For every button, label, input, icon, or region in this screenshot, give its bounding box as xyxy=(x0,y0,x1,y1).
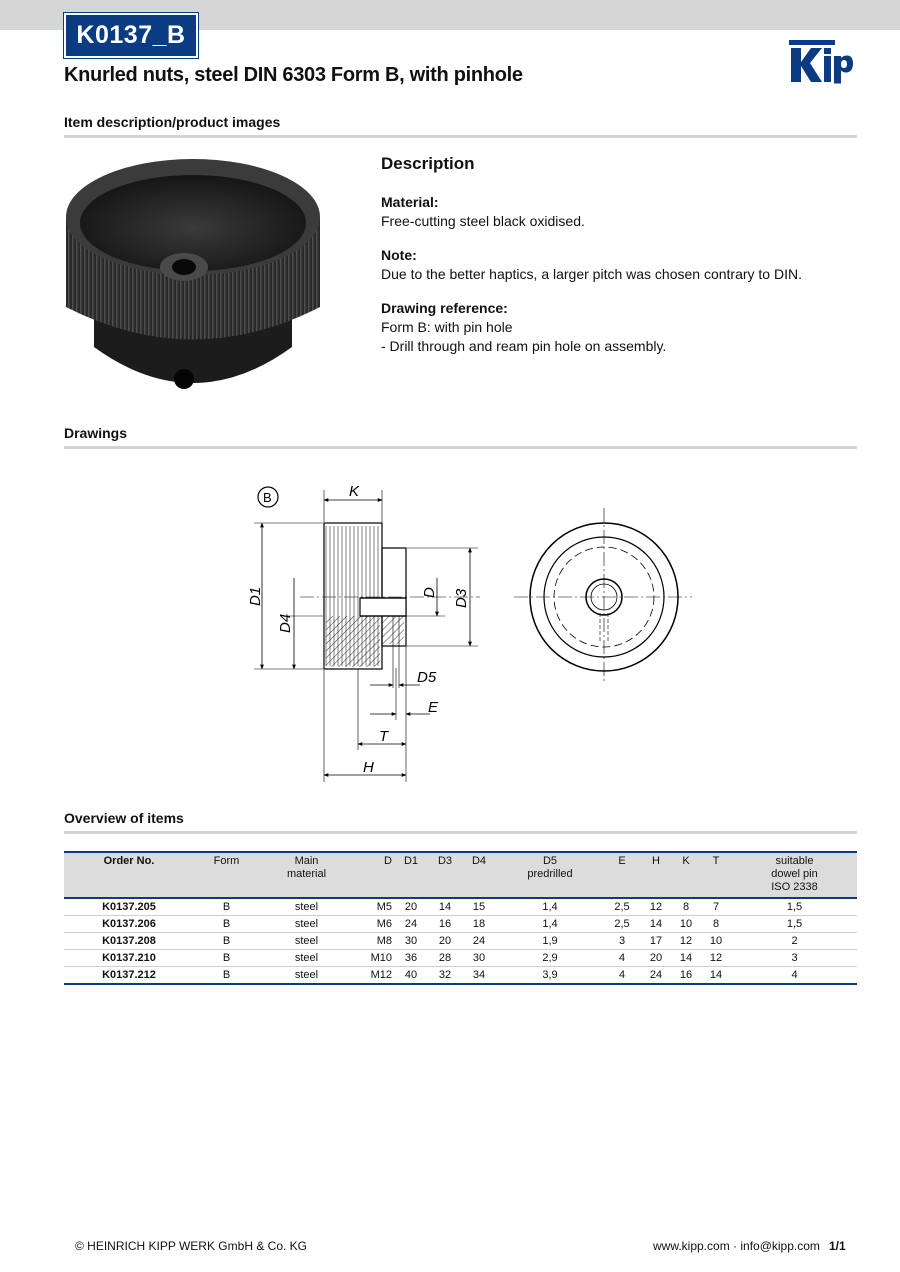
col-d3: D3 xyxy=(428,852,462,898)
cell-d4: 30 xyxy=(462,950,496,967)
cell-order-no: K0137.208 xyxy=(64,933,194,950)
col-e: E xyxy=(604,852,640,898)
table-row xyxy=(64,898,857,916)
cell-d: M10 xyxy=(354,950,394,967)
cell-h: 14 xyxy=(640,916,672,933)
cell-d4: 34 xyxy=(462,967,496,985)
pin-hole xyxy=(174,369,194,389)
cell-pin: 3 xyxy=(732,950,857,967)
cell-d4: 15 xyxy=(462,898,496,916)
label-form: B xyxy=(263,490,272,505)
cell-k: 12 xyxy=(672,933,700,950)
cell-d5: 3,9 xyxy=(496,967,604,985)
items-table xyxy=(64,851,857,985)
item-code: K0137_B xyxy=(76,21,186,49)
description-panel xyxy=(381,154,851,371)
cell-d5: 1,4 xyxy=(496,898,604,916)
footer-page-number: 1/1 xyxy=(829,1239,846,1253)
label-t: T xyxy=(379,728,389,745)
section-heading-overview: Overview of items xyxy=(64,810,184,826)
cell-d3: 32 xyxy=(428,967,462,985)
label-d3: D3 xyxy=(453,588,470,608)
col-d5: D5 predrilled xyxy=(496,852,604,898)
label-d5: D5 xyxy=(417,669,437,686)
product-image xyxy=(64,157,322,401)
cell-order-no: K0137.212 xyxy=(64,967,194,985)
cell-pin: 1,5 xyxy=(732,916,857,933)
cell-e: 4 xyxy=(604,967,640,985)
cell-e: 4 xyxy=(604,950,640,967)
cell-d1: 30 xyxy=(394,933,428,950)
cell-k: 10 xyxy=(672,916,700,933)
label-k: K xyxy=(349,483,360,500)
label-h: H xyxy=(363,759,374,776)
cell-material: steel xyxy=(259,950,354,967)
cell-d3: 20 xyxy=(428,933,462,950)
cell-h: 12 xyxy=(640,898,672,916)
cell-d5: 1,4 xyxy=(496,916,604,933)
col-form: Form xyxy=(194,852,259,898)
cell-d5: 2,9 xyxy=(496,950,604,967)
section-rule xyxy=(64,831,857,834)
table-row xyxy=(64,933,857,950)
material-text: Free-cutting steel black oxidised. xyxy=(381,213,585,229)
cell-t: 12 xyxy=(700,950,732,967)
section-rule xyxy=(64,135,857,138)
label-d: D xyxy=(421,587,438,598)
cell-t: 7 xyxy=(700,898,732,916)
cell-t: 14 xyxy=(700,967,732,985)
section-rule xyxy=(64,446,857,449)
col-t: T xyxy=(700,852,732,898)
drawing-reference-line-1: Form B: with pin hole xyxy=(381,319,513,335)
label-d4: D4 xyxy=(277,613,294,633)
cell-d1: 40 xyxy=(394,967,428,985)
cell-d3: 28 xyxy=(428,950,462,967)
cell-form: B xyxy=(194,950,259,967)
cell-order-no: K0137.206 xyxy=(64,916,194,933)
cell-h: 17 xyxy=(640,933,672,950)
cell-material: steel xyxy=(259,933,354,950)
cell-k: 8 xyxy=(672,898,700,916)
cell-e: 2,5 xyxy=(604,898,640,916)
col-d: D xyxy=(354,852,394,898)
cell-pin: 2 xyxy=(732,933,857,950)
cell-d3: 16 xyxy=(428,916,462,933)
cell-order-no: K0137.210 xyxy=(64,950,194,967)
cell-material: steel xyxy=(259,967,354,985)
section-heading-item-description: Item description/product images xyxy=(64,114,281,130)
cell-d5: 1,9 xyxy=(496,933,604,950)
cell-form: B xyxy=(194,967,259,985)
label-e: E xyxy=(428,699,439,716)
col-h: H xyxy=(640,852,672,898)
note-text: Due to the better haptics, a larger pitch was chosen contrary to DIN. xyxy=(381,266,802,282)
cell-d: M6 xyxy=(354,916,394,933)
cell-material: steel xyxy=(259,898,354,916)
cell-d: M5 xyxy=(354,898,394,916)
logo-bar xyxy=(789,40,835,45)
cell-t: 8 xyxy=(700,916,732,933)
cell-d: M12 xyxy=(354,967,394,985)
section-heading-drawings: Drawings xyxy=(64,425,128,441)
thread-bore xyxy=(172,259,196,275)
technical-drawing xyxy=(230,478,710,788)
cell-k: 14 xyxy=(672,950,700,967)
description-heading: Description xyxy=(381,154,475,173)
cell-d4: 18 xyxy=(462,916,496,933)
cell-d4: 24 xyxy=(462,933,496,950)
cell-d: M8 xyxy=(354,933,394,950)
footer-contact: www.kipp.com · info@kipp.com xyxy=(653,1239,820,1253)
col-d4: D4 xyxy=(462,852,496,898)
col-dowel-pin: suitable dowel pin ISO 2338 xyxy=(732,852,857,898)
page-title: Knurled nuts, steel DIN 6303 Form B, with pinhole xyxy=(64,64,523,86)
note-label: Note: xyxy=(381,247,417,263)
table-row xyxy=(64,950,857,967)
cell-e: 3 xyxy=(604,933,640,950)
cell-form: B xyxy=(194,916,259,933)
table-header-row xyxy=(64,852,857,898)
label-d1: D1 xyxy=(247,586,264,606)
cell-form: B xyxy=(194,898,259,916)
cell-pin: 4 xyxy=(732,967,857,985)
cell-k: 16 xyxy=(672,967,700,985)
kipp-logo xyxy=(785,38,859,92)
cell-d1: 24 xyxy=(394,916,428,933)
table-row xyxy=(64,916,857,933)
item-code-badge xyxy=(64,13,198,58)
cell-h: 24 xyxy=(640,967,672,985)
cell-d1: 20 xyxy=(394,898,428,916)
drawing-reference-label: Drawing reference: xyxy=(381,300,508,316)
cell-d1: 36 xyxy=(394,950,428,967)
cell-t: 10 xyxy=(700,933,732,950)
col-k: K xyxy=(672,852,700,898)
drawing-reference-line-2: - Drill through and ream pin hole on assembly. xyxy=(381,338,667,354)
cell-h: 20 xyxy=(640,950,672,967)
cell-pin: 1,5 xyxy=(732,898,857,916)
table-row xyxy=(64,967,857,985)
col-order-no: Order No. xyxy=(64,852,194,898)
footer-copyright: © HEINRICH KIPP WERK GmbH & Co. KG xyxy=(75,1239,307,1253)
cell-order-no: K0137.205 xyxy=(64,898,194,916)
col-d1: D1 xyxy=(394,852,428,898)
cell-form: B xyxy=(194,933,259,950)
cell-e: 2,5 xyxy=(604,916,640,933)
material-label: Material: xyxy=(381,194,439,210)
cell-material: steel xyxy=(259,916,354,933)
cell-d3: 14 xyxy=(428,898,462,916)
col-main-material: Main material xyxy=(259,852,354,898)
